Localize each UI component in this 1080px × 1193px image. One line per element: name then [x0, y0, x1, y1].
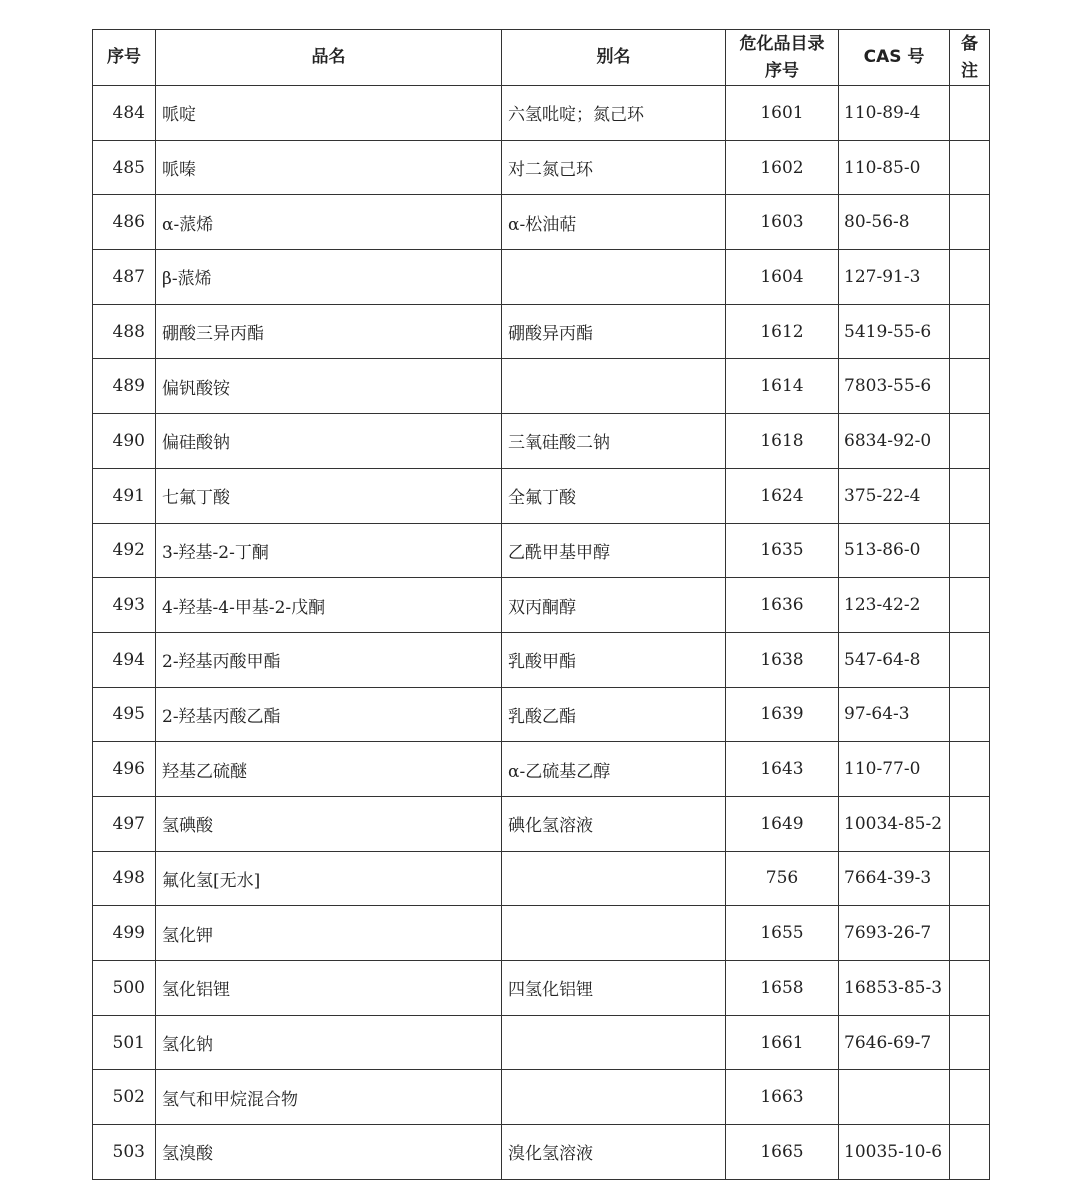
cell-name: α-蒎烯: [156, 195, 502, 250]
table-body: [93, 86, 990, 1180]
table-row: [93, 304, 990, 359]
cell-cas: 16853-85-3: [839, 961, 950, 1016]
cell-no: 501: [93, 1015, 156, 1070]
cell-index: 1618: [726, 414, 839, 469]
cell-cas: 80-56-8: [839, 195, 950, 250]
cell-note: [950, 523, 990, 578]
cell-no: 484: [93, 86, 156, 141]
cell-name: 氢碘酸: [156, 796, 502, 851]
cell-cas: 5419-55-6: [839, 304, 950, 359]
cell-alias: 全氟丁酸: [502, 468, 726, 523]
cell-cas: 7664-39-3: [839, 851, 950, 906]
cell-alias: [502, 851, 726, 906]
cell-index: 1635: [726, 523, 839, 578]
cell-no: 485: [93, 140, 156, 195]
cell-alias: [502, 1015, 726, 1070]
cell-note: [950, 578, 990, 633]
table-row: [93, 250, 990, 305]
header-name: 品名: [156, 30, 502, 86]
table-row: [93, 140, 990, 195]
cell-alias: 三氧硅酸二钠: [502, 414, 726, 469]
cell-note: [950, 1125, 990, 1180]
cell-no: 500: [93, 961, 156, 1016]
cell-alias: 硼酸异丙酯: [502, 304, 726, 359]
cell-cas: 110-85-0: [839, 140, 950, 195]
cell-name: 氢化钾: [156, 906, 502, 961]
header-index-line2: 序号: [765, 60, 799, 81]
cell-name: 七氟丁酸: [156, 468, 502, 523]
table-row: [93, 851, 990, 906]
table-row: [93, 632, 990, 687]
cell-cas: [839, 1070, 950, 1125]
cell-alias: 碘化氢溶液: [502, 796, 726, 851]
cell-name: 氟化氢[无水]: [156, 851, 502, 906]
cell-index: 1614: [726, 359, 839, 414]
cell-note: [950, 1015, 990, 1070]
table-row: [93, 687, 990, 742]
cell-name: 氢化铝锂: [156, 961, 502, 1016]
cell-name: 偏硅酸钠: [156, 414, 502, 469]
table-row: [93, 1070, 990, 1125]
cell-cas: 375-22-4: [839, 468, 950, 523]
cell-note: [950, 632, 990, 687]
cell-no: 494: [93, 632, 156, 687]
header-index: [726, 30, 839, 86]
header-note-line1: 备: [961, 34, 978, 55]
cell-name: 硼酸三异丙酯: [156, 304, 502, 359]
cell-name: 2-羟基丙酸乙酯: [156, 687, 502, 742]
cell-cas: 10035-10-6: [839, 1125, 950, 1180]
header-index-line1: 危化品目录: [739, 34, 825, 55]
cell-note: [950, 961, 990, 1016]
cell-name: β-蒎烯: [156, 250, 502, 305]
cell-alias: 乳酸甲酯: [502, 632, 726, 687]
header-no: 序号: [93, 30, 156, 86]
cell-name: 偏钒酸铵: [156, 359, 502, 414]
cell-name: 哌啶: [156, 86, 502, 141]
cell-name: 4-羟基-4-甲基-2-戊酮: [156, 578, 502, 633]
cell-cas: 97-64-3: [839, 687, 950, 742]
cell-index: 1624: [726, 468, 839, 523]
cell-index: 1612: [726, 304, 839, 359]
cell-index: 1601: [726, 86, 839, 141]
cell-note: [950, 796, 990, 851]
cell-cas: 6834-92-0: [839, 414, 950, 469]
cell-alias: 四氢化铝锂: [502, 961, 726, 1016]
cell-cas: 110-89-4: [839, 86, 950, 141]
table-row: [93, 414, 990, 469]
cell-no: 503: [93, 1125, 156, 1180]
cell-index: 1655: [726, 906, 839, 961]
table-row: [93, 86, 990, 141]
cell-index: 1604: [726, 250, 839, 305]
table-row: [93, 578, 990, 633]
cell-note: [950, 359, 990, 414]
cell-index: 1643: [726, 742, 839, 797]
cell-no: 489: [93, 359, 156, 414]
cell-name: 氢气和甲烷混合物: [156, 1070, 502, 1125]
cell-cas: 110-77-0: [839, 742, 950, 797]
table-row: [93, 1015, 990, 1070]
header-cas: CAS 号: [839, 30, 950, 86]
cell-note: [950, 687, 990, 742]
cell-alias: α-松油萜: [502, 195, 726, 250]
cell-note: [950, 742, 990, 797]
table-row: [93, 906, 990, 961]
cell-name: 氢化钠: [156, 1015, 502, 1070]
cell-alias: 溴化氢溶液: [502, 1125, 726, 1180]
cell-alias: 双丙酮醇: [502, 578, 726, 633]
cell-index: 1663: [726, 1070, 839, 1125]
cell-no: 502: [93, 1070, 156, 1125]
cell-no: 487: [93, 250, 156, 305]
cell-cas: 123-42-2: [839, 578, 950, 633]
chemical-table: [92, 29, 990, 1180]
cell-index: 1649: [726, 796, 839, 851]
cell-name: 哌嗪: [156, 140, 502, 195]
cell-note: [950, 304, 990, 359]
cell-cas: 547-64-8: [839, 632, 950, 687]
cell-cas: 7803-55-6: [839, 359, 950, 414]
cell-index: 1639: [726, 687, 839, 742]
header-alias: 别名: [502, 30, 726, 86]
cell-alias: 对二氮己环: [502, 140, 726, 195]
cell-no: 499: [93, 906, 156, 961]
cell-note: [950, 250, 990, 305]
cell-alias: 乙酰甲基甲醇: [502, 523, 726, 578]
cell-name: 羟基乙硫醚: [156, 742, 502, 797]
cell-alias: 六氢吡啶；氮己环: [502, 86, 726, 141]
table-row: [93, 359, 990, 414]
cell-no: 491: [93, 468, 156, 523]
header-row: [93, 30, 990, 86]
cell-index: 1602: [726, 140, 839, 195]
cell-note: [950, 195, 990, 250]
cell-name: 3-羟基-2-丁酮: [156, 523, 502, 578]
header-note: [950, 30, 990, 86]
cell-index: 1661: [726, 1015, 839, 1070]
cell-no: 498: [93, 851, 156, 906]
cell-index: 1658: [726, 961, 839, 1016]
cell-index: 756: [726, 851, 839, 906]
cell-cas: 7693-26-7: [839, 906, 950, 961]
table-row: [93, 796, 990, 851]
cell-index: 1636: [726, 578, 839, 633]
cell-cas: 7646-69-7: [839, 1015, 950, 1070]
header-note-line2: 注: [961, 60, 978, 81]
cell-no: 492: [93, 523, 156, 578]
cell-note: [950, 414, 990, 469]
cell-no: 493: [93, 578, 156, 633]
cell-index: 1665: [726, 1125, 839, 1180]
cell-note: [950, 86, 990, 141]
cell-name: 2-羟基丙酸甲酯: [156, 632, 502, 687]
cell-cas: 513-86-0: [839, 523, 950, 578]
cell-alias: [502, 1070, 726, 1125]
table-row: [93, 468, 990, 523]
cell-note: [950, 906, 990, 961]
cell-no: 488: [93, 304, 156, 359]
cell-note: [950, 140, 990, 195]
cell-no: 495: [93, 687, 156, 742]
table-row: [93, 523, 990, 578]
cell-index: 1638: [726, 632, 839, 687]
table-row: [93, 195, 990, 250]
cell-alias: [502, 906, 726, 961]
cell-index: 1603: [726, 195, 839, 250]
cell-alias: α-乙硫基乙醇: [502, 742, 726, 797]
cell-no: 497: [93, 796, 156, 851]
table-row: [93, 742, 990, 797]
cell-no: 490: [93, 414, 156, 469]
cell-alias: [502, 359, 726, 414]
cell-cas: 10034-85-2: [839, 796, 950, 851]
table-row: [93, 961, 990, 1016]
cell-no: 496: [93, 742, 156, 797]
cell-alias: [502, 250, 726, 305]
cell-cas: 127-91-3: [839, 250, 950, 305]
cell-note: [950, 1070, 990, 1125]
cell-alias: 乳酸乙酯: [502, 687, 726, 742]
cell-note: [950, 851, 990, 906]
table-row: [93, 1125, 990, 1180]
cell-name: 氢溴酸: [156, 1125, 502, 1180]
cell-note: [950, 468, 990, 523]
cell-no: 486: [93, 195, 156, 250]
